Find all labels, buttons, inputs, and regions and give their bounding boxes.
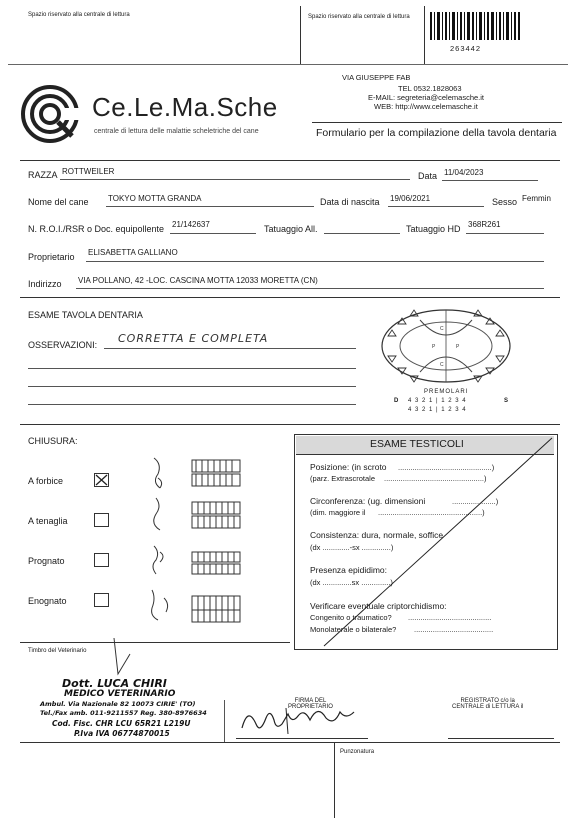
prognato-checkbox[interactable] (94, 553, 109, 567)
chiusura-option-label: Enognato (28, 596, 67, 606)
dental-chart-diagram (376, 300, 516, 392)
circonferenza-label: Circonferenza: (ug. dimensioni (310, 496, 426, 506)
title-rule (312, 122, 562, 123)
top-rule (8, 64, 568, 65)
stamp-name: Dott. LUCA CHIRI (62, 677, 167, 690)
stamp-codfisc: Cod. Fisc. CHR LCU 65R21 L219U (52, 719, 191, 728)
barcode (430, 12, 522, 40)
svg-text:P: P (456, 344, 460, 350)
brand-name: Ce.Le.Ma.Sche (92, 92, 278, 122)
top-divider-right (424, 6, 425, 64)
testicoli-strike (294, 434, 558, 650)
roi-label: N. R.O.I./RSR o Doc. equipollente (28, 224, 165, 234)
consistenza-label: Consistenza: dura, normale, soffice (310, 530, 444, 540)
posizione-sub-dots[interactable]: ................................................) (384, 474, 487, 483)
forbice-checkbox[interactable] (94, 473, 109, 487)
presenza-sub[interactable]: (dx ..............sx ..............) (310, 578, 393, 587)
chiusura-bottom-rule (20, 642, 290, 643)
osservazioni-label: OSSERVAZIONI: (28, 340, 98, 350)
punzonatura-divider (334, 742, 335, 818)
svg-text:C: C (440, 362, 444, 368)
check-mark-icon (95, 474, 108, 486)
indirizzo-value[interactable]: VIA POLLANO, 42 -LOC. CASCINA MOTTA 12033 MORETTA (CN) (78, 276, 318, 285)
chiusura-option-label: Prognato (28, 556, 65, 566)
firma-label: FIRMA DEL PROPRIETARIO (288, 698, 333, 710)
indirizzo-label: Indirizzo (28, 279, 62, 289)
tatuaggio-hd-label: Tatuaggio HD (406, 224, 461, 234)
nome-value[interactable]: TOKYO MOTTA GRANDA (108, 194, 202, 203)
tatuaggio-hd-value[interactable]: 368R261 (468, 220, 501, 229)
razza-label: RAZZA (28, 170, 58, 180)
enognato-checkbox[interactable] (94, 593, 109, 607)
svg-text:C: C (440, 326, 444, 332)
brand-tagline: centrale di lettura delle malattie scheletriche del cane (94, 128, 259, 135)
dental-left-letter: D (394, 398, 399, 404)
proprietario-value[interactable]: ELISABETTA GALLIANO (88, 248, 178, 257)
registrato-label: REGISTRATO c/o la CENTRALE di LETTURA il (452, 698, 524, 710)
presenza-label: Presenza epididimo: (310, 565, 388, 575)
stamp-title: MEDICO VETERINARIO (64, 689, 176, 699)
logo-icon (20, 84, 80, 144)
posizione-dots[interactable]: .............................................) (398, 463, 495, 472)
dental-row-top: 4 3 2 1 | 1 2 3 4 (408, 398, 467, 404)
top-divider (300, 6, 301, 64)
reserved-left-label: Spazio riservato alla centrale di lettura (28, 12, 130, 18)
owner-signature (236, 704, 366, 738)
tatuaggio-all-field[interactable] (324, 233, 400, 234)
barcode-graphic (430, 12, 522, 40)
verificare-q1-dots[interactable]: ........................................ (408, 613, 492, 622)
esame-title: ESAME TAVOLA DENTARIA (28, 310, 143, 320)
firma-line[interactable] (236, 738, 368, 739)
reserved-right-label: Spazio riservato alla centrale di lettura (308, 14, 410, 20)
timbro-label: Timbro del Veterinario (28, 648, 87, 654)
tatuaggio-all-label: Tatuaggio All. (264, 224, 318, 234)
dental-right-letter: S (504, 398, 509, 404)
sesso-value[interactable]: Femmin (522, 194, 551, 203)
dental-row-bottom: 4 3 2 1 | 1 2 3 4 (408, 407, 467, 413)
roi-value[interactable]: 21/142637 (172, 220, 210, 229)
osservazioni-line[interactable] (28, 404, 356, 405)
verificare-q2-dots[interactable]: ...................................... (414, 625, 494, 634)
data-label: Data (418, 171, 438, 181)
contact-tel: TEL 0532.1828063 (398, 84, 462, 93)
svg-text:P: P (432, 344, 436, 350)
chiusura-title: CHIUSURA: (28, 436, 78, 446)
stamp-address: Ambul. Via Nazionale 82 10073 CIRIE' (TO) (40, 700, 196, 708)
verificare-label: Verificare eventuale criptorchidismo: (310, 601, 447, 611)
tenaglia-checkbox[interactable] (94, 513, 109, 527)
contact-email: E-MAIL: segreteria@celemasche.it (368, 93, 484, 102)
testicoli-title: ESAME TESTICOLI (370, 438, 464, 450)
bite-illustrations (144, 452, 248, 632)
verificare-q1: Congenito o traumatico? (310, 613, 392, 622)
fields-bottom-rule (20, 297, 560, 298)
stamp-phone: Tel./Fax amb. 011-9211557 Reg. 380-8976634 (40, 709, 207, 717)
form-title: Formulario per la compilazione della tavola dentaria (316, 127, 557, 139)
header-bottom-rule (20, 160, 560, 161)
osservazioni-line[interactable] (28, 386, 356, 387)
osservazioni-line[interactable] (28, 368, 356, 369)
stamp-piva: P.Iva IVA 06774870015 (74, 729, 170, 738)
contact-address: VIA GIUSEPPE FAB (342, 73, 411, 82)
posizione-sub: (parz. Extrascrotale (310, 474, 376, 483)
verificare-q2: Monolaterale o bilaterale? (310, 625, 397, 634)
footer-rule (20, 742, 560, 743)
contact-web: WEB: http://www.celemasche.it (374, 102, 478, 111)
razza-value[interactable]: ROTTWEILER (62, 167, 115, 176)
proprietario-label: Proprietario (28, 252, 75, 262)
nome-label: Nome del cane (28, 197, 89, 207)
chiusura-option-label: A tenaglia (28, 516, 68, 526)
circonferenza-sub-dots[interactable]: ..................................................) (378, 508, 485, 517)
sesso-label: Sesso (492, 197, 518, 207)
data-value[interactable]: 11/04/2023 (444, 168, 484, 177)
barcode-number: 263442 (450, 44, 482, 53)
consistenza-sub[interactable]: (dx .............-sx ..............) (310, 543, 394, 552)
nascita-value[interactable]: 19/06/2021 (390, 194, 431, 203)
osservazioni-value[interactable]: CORRETTA E COMPLETA (118, 332, 269, 345)
posizione-label: Posizione: (in scroto (310, 462, 387, 472)
timbro-mark (112, 636, 132, 678)
chiusura-option-label: A forbice (28, 476, 64, 486)
premolari-label: PREMOLARI (424, 389, 469, 395)
circonferenza-dots[interactable]: .....................) (452, 497, 499, 506)
punzonatura-label: Punzonatura (340, 749, 375, 755)
esame-bottom-rule (20, 424, 560, 425)
circonferenza-sub: (dim. maggiore il (310, 508, 366, 517)
registrato-line[interactable] (448, 738, 554, 739)
nascita-label: Data di nascita (320, 197, 380, 207)
